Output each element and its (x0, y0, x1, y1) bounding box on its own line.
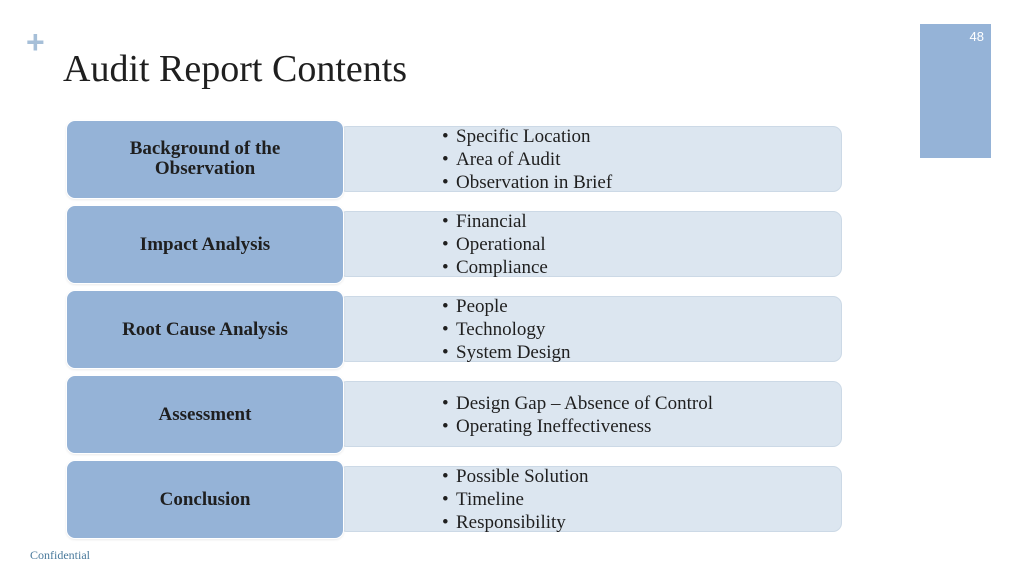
row-root-cause-analysis (66, 290, 846, 369)
row-background (66, 120, 846, 199)
page-number-box (920, 24, 991, 158)
detail-item: • Technology (442, 318, 842, 341)
detail-item: • Area of Audit (442, 148, 842, 171)
detail-item: • Compliance (442, 256, 842, 279)
row-label: Conclusion (66, 460, 344, 539)
row-label: Background of the Observation (66, 120, 344, 199)
row-label: Assessment (66, 375, 344, 454)
detail-item: • Financial (442, 210, 842, 233)
detail-list (442, 205, 842, 284)
row-label: Impact Analysis (66, 205, 344, 284)
detail-item: • System Design (442, 341, 842, 364)
content-rows (66, 120, 846, 545)
detail-list (442, 460, 842, 539)
detail-item: • Responsibility (442, 511, 842, 534)
detail-item: • Timeline (442, 488, 842, 511)
row-assessment (66, 375, 846, 454)
detail-item: • Observation in Brief (442, 171, 842, 194)
detail-item: • Specific Location (442, 125, 842, 148)
detail-item: • People (442, 295, 842, 318)
slide-title: Audit Report Contents (63, 48, 408, 90)
detail-list (442, 120, 842, 199)
row-impact-analysis (66, 205, 846, 284)
detail-item: • Operating Ineffectiveness (442, 415, 842, 438)
detail-item: • Operational (442, 233, 842, 256)
detail-list (442, 290, 842, 369)
plus-icon: + (26, 24, 45, 60)
row-label: Root Cause Analysis (66, 290, 344, 369)
row-conclusion (66, 460, 846, 539)
detail-list (442, 375, 842, 454)
footer-confidential: Confidential (30, 548, 90, 562)
detail-item: • Design Gap – Absence of Control (442, 392, 842, 415)
detail-item: • Possible Solution (442, 465, 842, 488)
page-number: 48 (969, 29, 984, 44)
